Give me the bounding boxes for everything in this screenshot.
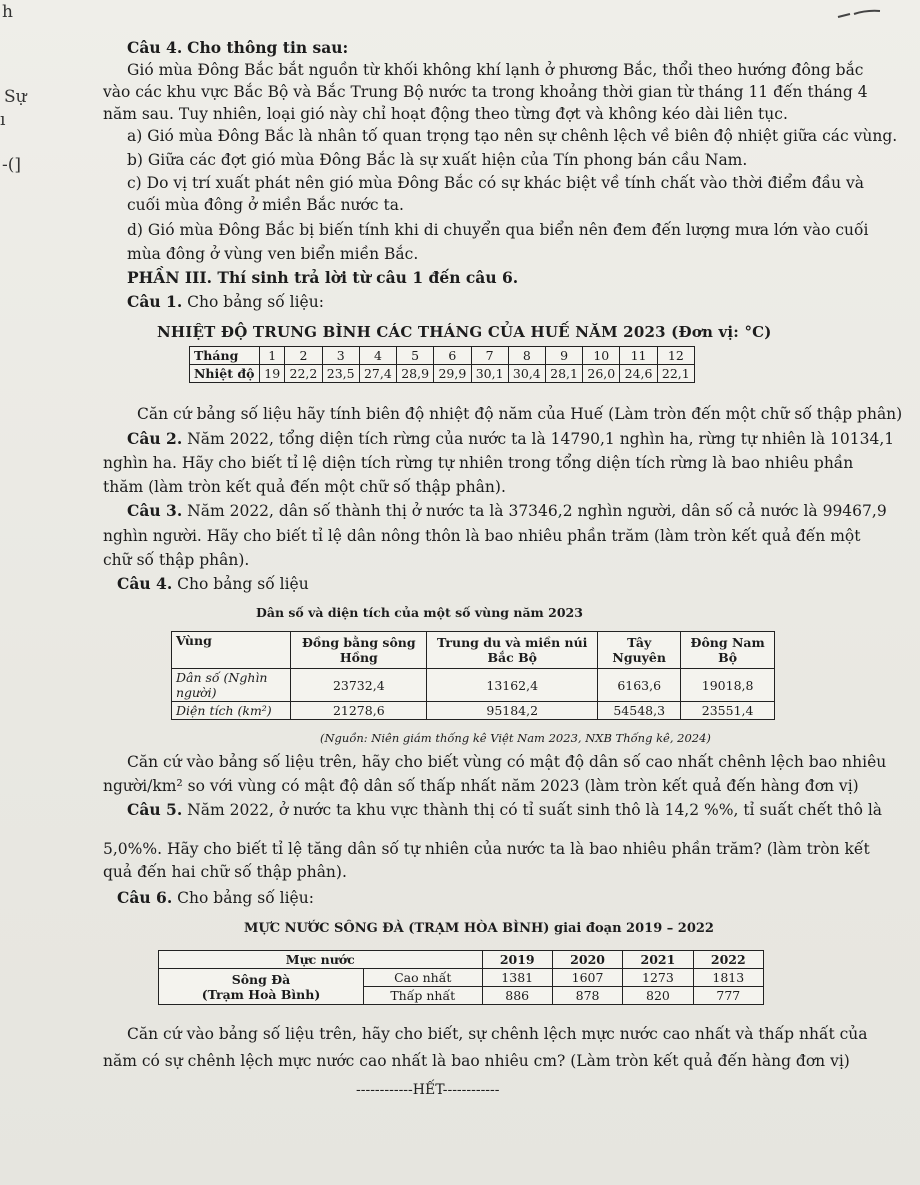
table-row	[172, 702, 775, 720]
table-header-cell: Nhiệt độ	[190, 365, 260, 383]
text-line: năm có sự chênh lệch mực nước cao nhất là bao nhiêu cm? (Làm tròn kết quả đến hàng đơn vị)	[103, 1052, 850, 1070]
text-line: Căn cứ vào bảng số liệu trên, hãy cho biết, sự chênh lệch mực nước cao nhất và thấp nhất của	[127, 1025, 868, 1043]
table-cell: 820	[623, 987, 693, 1005]
question-heading: Câu 1. Cho bảng số liệu:	[127, 292, 324, 311]
table-cell: Diện tích (km²)	[172, 702, 291, 720]
text-line: chữ số thập phân).	[103, 551, 250, 569]
table-row	[172, 632, 775, 669]
table-cell: 22,1	[657, 365, 694, 383]
table-header-cell: Đồng bằng sông Hồng	[291, 632, 427, 669]
table-cell: Thấp nhất	[363, 987, 482, 1005]
table-header-cell: 2022	[693, 951, 763, 969]
text-line: năm sau. Tuy nhiên, loại gió này chỉ hoạt động theo từng đợt và không kéo dài liên tục.	[103, 105, 788, 123]
table-header-cell: Mực nước	[159, 951, 483, 969]
statement-d: d) Gió mùa Đông Bắc bị biến tính khi di chuyển qua biển nên đem đến lượng mưa lớn vào cuối	[127, 221, 869, 239]
question-heading: Câu 6. Cho bảng số liệu:	[117, 888, 314, 907]
water-level-table	[158, 950, 764, 1005]
table-cell: Dân số (Nghìn người)	[172, 669, 291, 702]
table-cell: 30,4	[508, 365, 545, 383]
pen-mark-icon	[836, 8, 882, 22]
text-line: thăm (làm tròn kết quả đến một chữ số thập phân).	[103, 478, 506, 496]
table-cell: 2	[285, 347, 322, 365]
table-cell: 1381	[482, 969, 552, 987]
table-header-cell: Đông Nam Bộ	[681, 632, 775, 669]
margin-fragment-4: -(]	[2, 155, 22, 175]
question-heading: Câu 3. Năm 2022, dân số thành thị ở nước ta là 37346,2 nghìn người, dân số cả nước là 99467,9	[127, 501, 887, 520]
table-title: MỰC NƯỚC SÔNG ĐÀ (TRẠM HÒA BÌNH) giai đoạn 2019 – 2022	[244, 921, 714, 936]
table-cell: 11	[620, 347, 657, 365]
table-cell: 886	[482, 987, 552, 1005]
table-header-cell: Tây Nguyên	[598, 632, 681, 669]
table-cell: 95184,2	[427, 702, 598, 720]
table-cell: 21278,6	[291, 702, 427, 720]
table-cell: 30,1	[471, 365, 508, 383]
table-cell: 29,9	[434, 365, 471, 383]
table-cell: 23732,4	[291, 669, 427, 702]
table-cell: 1813	[693, 969, 763, 987]
text-line: vào các khu vực Bắc Bộ và Bắc Trung Bộ nước ta trong khoảng thời gian từ tháng 11 đến tháng 4	[103, 83, 868, 101]
table-header-cell: 2019	[482, 951, 552, 969]
table-row	[159, 951, 764, 969]
table-cell: 19018,8	[681, 669, 775, 702]
question-heading: Câu 2. Năm 2022, tổng diện tích rừng của nước ta là 14790,1 nghìn ha, rừng tự nhiên là 10134,1	[127, 429, 895, 448]
margin-fragment-3: ı	[0, 110, 6, 130]
margin-fragment-1: h	[2, 2, 13, 22]
text-line: nghìn người. Hãy cho biết tỉ lệ dân nông thôn là bao nhiêu phần trăm (làm tròn kết quả đến một	[103, 527, 861, 545]
table-cell: Cao nhất	[363, 969, 482, 987]
table-cell: 878	[552, 987, 622, 1005]
table-cell: 10	[583, 347, 620, 365]
statement-c: c) Do vị trí xuất phát nên gió mùa Đông Bắc có sự khác biệt về tính chất vào thời điểm đầu và	[127, 174, 865, 192]
table-row	[190, 365, 695, 383]
table-title: Dân số và diện tích của một số vùng năm 2023	[256, 605, 583, 620]
table-cell: 26,0	[583, 365, 620, 383]
text-line: người/km² so với vùng có mật độ dân số thấp nhất năm 2023 (làm tròn kết quả đến hàng đơn vị)	[103, 777, 859, 795]
table-cell: 12	[657, 347, 694, 365]
table-header-cell: 2021	[623, 951, 693, 969]
table-cell: 23551,4	[681, 702, 775, 720]
table-cell: 6163,6	[598, 669, 681, 702]
table-cell: 22,2	[285, 365, 322, 383]
table-cell: 27,4	[359, 365, 396, 383]
table-cell: 1	[260, 347, 285, 365]
table-row	[159, 969, 764, 987]
text-line: 5,0%%. Hãy cho biết tỉ lệ tăng dân số tự nhiên của nước ta là bao nhiêu phần trăm? (làm tròn kết	[103, 840, 870, 858]
statement-b: b) Giữa các đợt gió mùa Đông Bắc là sự xuất hiện của Tín phong bán cầu Nam.	[127, 151, 748, 169]
margin-fragment-2: Sự	[4, 87, 27, 107]
statement-d-cont: mùa đông ở vùng ven biển miền Bắc.	[127, 245, 419, 263]
text-line: Căn cứ vào bảng số liệu trên, hãy cho biết vùng có mật độ dân số cao nhất chênh lệch bao nhiêu	[127, 753, 887, 771]
population-table	[171, 631, 775, 720]
table-cell: 6	[434, 347, 471, 365]
question-heading: Câu 5. Năm 2022, ở nước ta khu vực thành thị có tỉ suất sinh thô là 14,2 %%, tỉ suất chết thô là	[127, 800, 883, 819]
table-source: (Nguồn: Niên giám thống kê Việt Nam 2023, NXB Thống kê, 2024)	[320, 731, 711, 745]
table-cell: 1607	[552, 969, 622, 987]
table-cell: 23,5	[322, 365, 359, 383]
text-line: nghìn ha. Hãy cho biết tỉ lệ diện tích rừng tự nhiên trong tổng diện tích rừng là bao nhiêu phần	[103, 454, 854, 472]
text-line: Căn cứ bảng số liệu hãy tính biên độ nhiệt độ năm của Huế (Làm tròn đến một chữ số thập phân)	[137, 405, 903, 423]
temperature-table	[189, 346, 695, 383]
table-cell: 7	[471, 347, 508, 365]
table-cell: 28,9	[397, 365, 434, 383]
table-title: NHIỆT ĐỘ TRUNG BÌNH CÁC THÁNG CỦA HUẾ NĂM 2023 (Đơn vị: °C)	[157, 323, 772, 341]
table-cell: 54548,3	[598, 702, 681, 720]
table-cell: 13162,4	[427, 669, 598, 702]
end-marker: ------------HẾT------------	[356, 1082, 500, 1098]
statement-c-cont: cuối mùa đông ở miền Bắc nước ta.	[127, 196, 404, 214]
table-cell: 28,1	[545, 365, 582, 383]
table-cell: 3	[322, 347, 359, 365]
table-row	[172, 669, 775, 702]
table-cell: 777	[693, 987, 763, 1005]
table-header-cell: Tháng	[190, 347, 260, 365]
table-row	[190, 347, 695, 365]
text-line: Gió mùa Đông Bắc bắt nguồn từ khối không khí lạnh ở phương Bắc, thổi theo hướng đông bắc	[127, 61, 864, 79]
text-line: quả đến hai chữ số thập phân).	[103, 863, 347, 881]
question-heading: Câu 4. Cho thông tin sau:	[127, 38, 349, 57]
section-heading: PHẦN III. Thí sinh trả lời từ câu 1 đến câu 6.	[127, 268, 519, 287]
table-cell: 8	[508, 347, 545, 365]
table-cell: 24,6	[620, 365, 657, 383]
question-heading: Câu 4. Cho bảng số liệu	[117, 574, 309, 593]
table-cell: 9	[545, 347, 582, 365]
table-cell: 5	[397, 347, 434, 365]
table-cell: 19	[260, 365, 285, 383]
table-header-cell: Trung du và miền núi Bắc Bộ	[427, 632, 598, 669]
table-cell: 1273	[623, 969, 693, 987]
table-header-cell: Vùng	[172, 632, 291, 669]
table-header-cell: Sông Đà (Trạm Hoà Bình)	[159, 969, 364, 1005]
statement-a: a) Gió mùa Đông Bắc là nhân tố quan trọng tạo nên sự chênh lệch về biên độ nhiệt giữa các vùng.	[127, 127, 898, 145]
table-cell: 4	[359, 347, 396, 365]
table-header-cell: 2020	[552, 951, 622, 969]
